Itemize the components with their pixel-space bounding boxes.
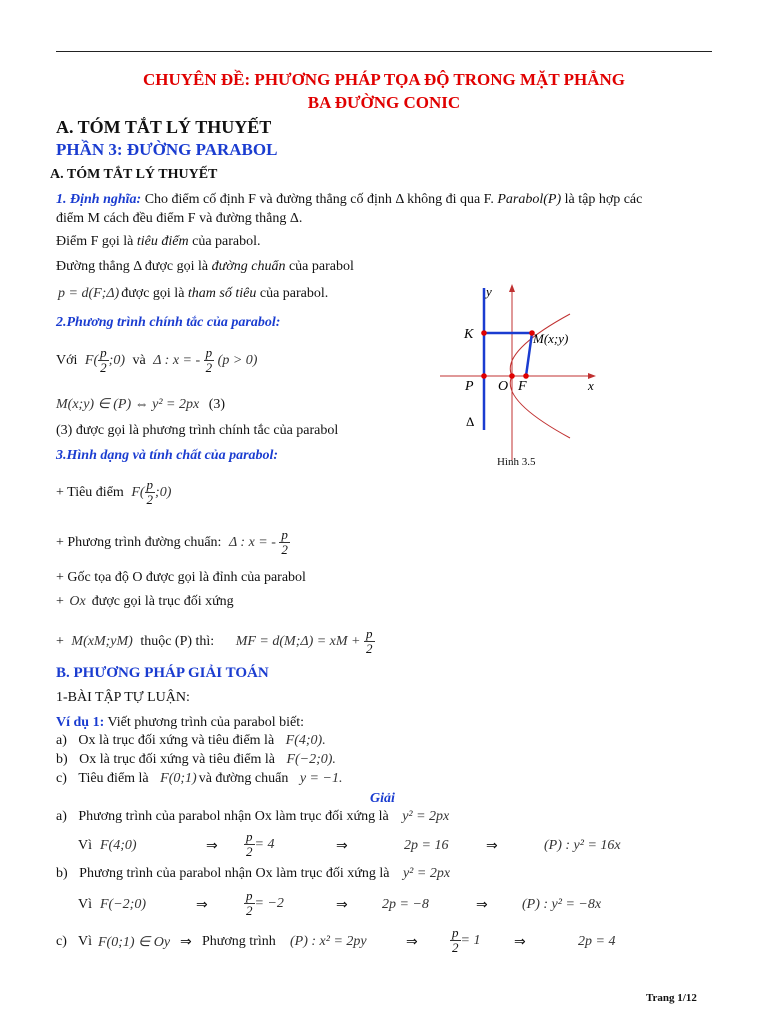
section-a-heading: A. TÓM TẮT LÝ THUYẾT: [56, 117, 272, 137]
y-axis-arrow: [509, 284, 515, 292]
example-label: Ví dụ 1:: [56, 715, 105, 730]
point-f: [523, 373, 529, 379]
point-k: [481, 330, 487, 336]
shape-heading: 3.Hình dạng và tính chất của parabol:: [56, 448, 279, 463]
shape-directrix-line: + Phương trình đường chuẩn: Δ : x = - $\frac{p}{2}$: [56, 527, 288, 558]
directrix-term: đường chuẩn: [211, 259, 286, 274]
part-title: PHẦN 3: ĐƯỜNG PARABOL: [56, 140, 278, 159]
canonical-with-line: Với F( $\frac{p}{2}$ ;0) và Δ : x = - $\frac{p}{2}$ (p > 0): [56, 345, 258, 376]
title-line-1: CHUYÊN ĐỀ: PHƯƠNG PHÁP TỌA ĐỘ TRONG MẶT PHẲNG: [142, 70, 625, 89]
canonical-note: (3) được gọi là phương trình chính tắc của parabol: [56, 423, 339, 438]
directrix-frac: $\frac{p}{2}$: [205, 345, 213, 376]
p-label: P: [465, 379, 474, 394]
title-line-2: BA ĐƯỜNG CONIC: [307, 93, 461, 112]
param-term: tham số tiêu: [187, 286, 257, 301]
directrix-definition: Đường thẳng Δ được gọi là đường chuẩn của parabol: [56, 259, 354, 274]
mf-segment: [526, 333, 532, 376]
focus-frac: $\frac{p}{2}$: [100, 345, 107, 376]
figure-caption: Hình 3.5: [497, 456, 536, 468]
shape-focus-line: + Tiêu điểm F( $\frac{p}{2}$ ;0): [56, 477, 172, 508]
example-1-line: Ví dụ 1: Viết phương trình của parabol biết:: [56, 715, 304, 730]
definition-label: 1. Định nghĩa:: [56, 192, 142, 207]
shape-axis-line: + Ox được gọi là trục đối xứng: [56, 594, 234, 609]
shape-point-line: + M(xM;yM) thuộc (P) thì: MF = d(M;Δ) = xM + $\frac{p}{2}$: [56, 626, 373, 657]
solution-a-line: a) Phương trình của parabol nhận Ox làm trục đối xứng là y² = 2px: [56, 809, 450, 824]
definition-line-2: điểm M cách đều điểm F và đường thẳng Δ.: [56, 211, 303, 226]
header-rule: [56, 51, 712, 52]
example-item-b: b) Ox là trục đối xứng và tiêu điểm là F(−2;0).: [56, 752, 336, 767]
param-formula: p = d(F;Δ): [58, 286, 120, 301]
point-o: [509, 373, 515, 379]
parabola-figure: [440, 280, 600, 470]
definition-line-1: [56, 192, 642, 208]
o-label: O: [498, 379, 509, 394]
example-item-a: a) Ox là trục đối xứng và tiêu điểm là F(4;0).: [56, 733, 326, 748]
solution-heading: Giải: [370, 791, 395, 806]
delta-label: Δ: [466, 414, 475, 429]
focus-definition: Điểm F gọi là tiêu điểm của parabol.: [56, 234, 261, 249]
k-label: K: [464, 327, 474, 342]
canonical-equation: M(x;y) ∈ (P) ⇔ y² = 2px (3): [56, 397, 226, 412]
x-label: x: [588, 378, 594, 393]
method-heading: B. PHƯƠNG PHÁP GIẢI TOÁN: [56, 665, 269, 681]
definition-text-2: là tập hợp các: [561, 192, 643, 207]
solution-b-line: b) Phương trình của parabol nhận Ox làm trục đối xứng là y² = 2px: [56, 866, 451, 881]
example-item-c: c) Tiêu điểm là F(0;1) và đường chuẩn y = −1.: [56, 771, 343, 786]
exercises-heading: 1-BÀI TẬP TỰ LUẬN:: [56, 690, 190, 705]
parabol-term: Parabol(P): [497, 192, 562, 207]
definition-text: Cho điểm cố định F và đường thẳng cố định Δ không đi qua F.: [141, 192, 498, 207]
focus-term: tiêu điểm: [136, 234, 189, 249]
canonical-heading: 2.Phương trình chính tắc của parabol:: [56, 315, 281, 330]
section-a-subheading: A. TÓM TẮT LÝ THUYẾT: [50, 167, 218, 182]
m-label: M(x;y): [533, 331, 569, 346]
shape-vertex-line: + Gốc tọa độ O được gọi là đỉnh của parabol: [56, 570, 306, 585]
focal-parameter-line: p = d(F;Δ) được gọi là tham số tiêu của parabol.: [58, 286, 329, 301]
f-label: F: [518, 379, 527, 394]
page-number: Trang 1/12: [646, 992, 697, 1004]
point-p: [481, 373, 487, 379]
y-label: y: [486, 284, 492, 299]
